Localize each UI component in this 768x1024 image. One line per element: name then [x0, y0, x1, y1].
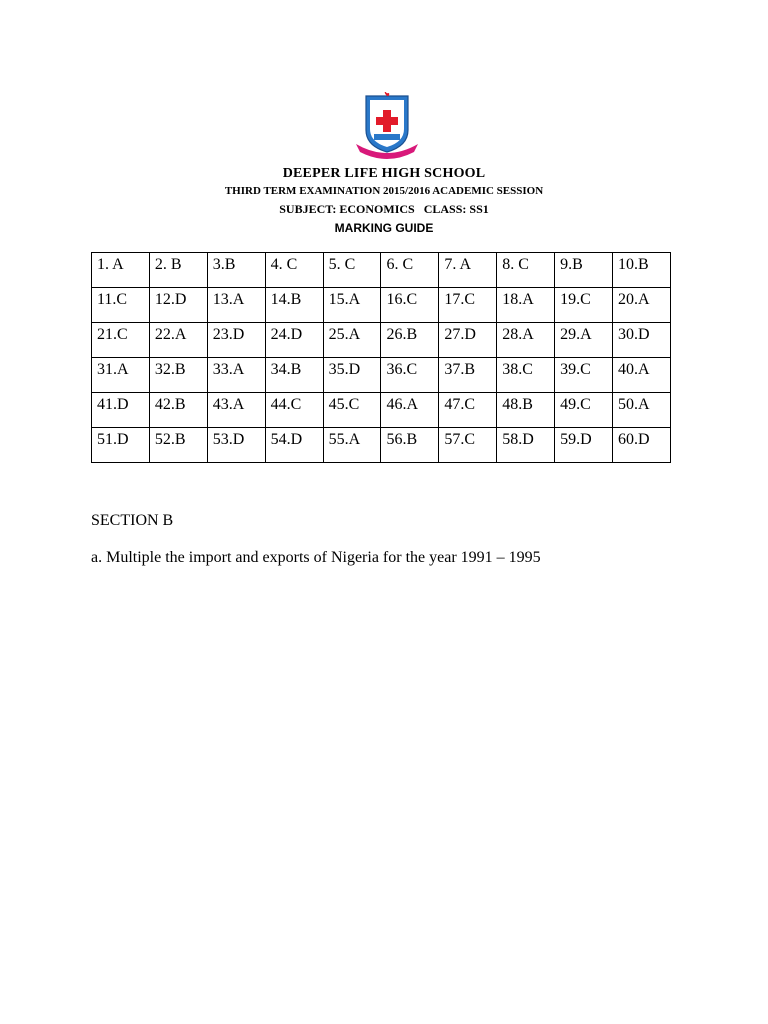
answer-cell: 4. C	[265, 253, 323, 288]
answer-cell: 13.A	[207, 288, 265, 323]
answer-cell: 54.D	[265, 428, 323, 463]
answer-cell: 37.B	[439, 358, 497, 393]
answer-cell: 32.B	[149, 358, 207, 393]
answer-cell: 45.C	[323, 393, 381, 428]
answer-cell: 14.B	[265, 288, 323, 323]
answer-cell: 18.A	[497, 288, 555, 323]
answer-cell: 43.A	[207, 393, 265, 428]
answer-cell: 22.A	[149, 323, 207, 358]
answer-cell: 21.C	[92, 323, 150, 358]
answer-cell: 39.C	[555, 358, 613, 393]
answer-cell: 28.A	[497, 323, 555, 358]
answer-key-table	[91, 252, 671, 463]
answer-cell: 34.B	[265, 358, 323, 393]
answer-cell: 1. A	[92, 253, 150, 288]
answer-cell: 40.A	[613, 358, 671, 393]
exam-title: THIRD TERM EXAMINATION 2015/2016 ACADEMIC SESSION	[224, 185, 544, 197]
section-b-heading: SECTION B	[91, 512, 174, 529]
answer-cell: 36.C	[381, 358, 439, 393]
marking-guide-title: MARKING GUIDE	[334, 221, 434, 235]
answer-cell: 10.B	[613, 253, 671, 288]
answer-cell: 27.D	[439, 323, 497, 358]
answer-cell: 30.D	[613, 323, 671, 358]
answer-cell: 19.C	[555, 288, 613, 323]
answer-row	[92, 323, 671, 358]
answer-cell: 26.B	[381, 323, 439, 358]
answer-cell: 49.C	[555, 393, 613, 428]
answer-row	[92, 428, 671, 463]
answer-cell: 9.B	[555, 253, 613, 288]
answer-row	[92, 253, 671, 288]
answer-cell: 60.D	[613, 428, 671, 463]
answer-row	[92, 393, 671, 428]
answer-cell: 51.D	[92, 428, 150, 463]
answer-cell: 44.C	[265, 393, 323, 428]
answer-cell: 3.B	[207, 253, 265, 288]
answer-cell: 59.D	[555, 428, 613, 463]
answer-row	[92, 288, 671, 323]
answer-cell: 35.D	[323, 358, 381, 393]
answer-cell: 31.A	[92, 358, 150, 393]
answer-cell: 38.C	[497, 358, 555, 393]
answer-cell: 25.A	[323, 323, 381, 358]
answer-cell: 12.D	[149, 288, 207, 323]
answer-cell: 47.C	[439, 393, 497, 428]
answer-cell: 33.A	[207, 358, 265, 393]
answer-cell: 6. C	[381, 253, 439, 288]
subject-class-line: SUBJECT: ECONOMICS CLASS: SS1	[279, 202, 489, 216]
answer-cell: 41.D	[92, 393, 150, 428]
school-crest-logo	[352, 92, 422, 162]
answer-cell: 17.C	[439, 288, 497, 323]
answer-cell: 8. C	[497, 253, 555, 288]
answer-cell: 15.A	[323, 288, 381, 323]
answer-cell: 56.B	[381, 428, 439, 463]
answer-cell: 48.B	[497, 393, 555, 428]
answer-cell: 2. B	[149, 253, 207, 288]
answer-cell: 7. A	[439, 253, 497, 288]
answer-cell: 50.A	[613, 393, 671, 428]
answer-cell: 16.C	[381, 288, 439, 323]
answer-cell: 29.A	[555, 323, 613, 358]
answer-cell: 55.A	[323, 428, 381, 463]
school-name: DEEPER LIFE HIGH SCHOOL	[282, 166, 486, 181]
section-b-question-a: a. Multiple the import and exports of Nigeria for the year 1991 – 1995	[91, 549, 541, 566]
answer-cell: 20.A	[613, 288, 671, 323]
answer-cell: 24.D	[265, 323, 323, 358]
answer-cell: 57.C	[439, 428, 497, 463]
answer-cell: 23.D	[207, 323, 265, 358]
answer-cell: 46.A	[381, 393, 439, 428]
answer-cell: 52.B	[149, 428, 207, 463]
answer-cell: 5. C	[323, 253, 381, 288]
answer-cell: 58.D	[497, 428, 555, 463]
answer-cell: 53.D	[207, 428, 265, 463]
answer-cell: 42.B	[149, 393, 207, 428]
answer-row	[92, 358, 671, 393]
answer-cell: 11.C	[92, 288, 150, 323]
